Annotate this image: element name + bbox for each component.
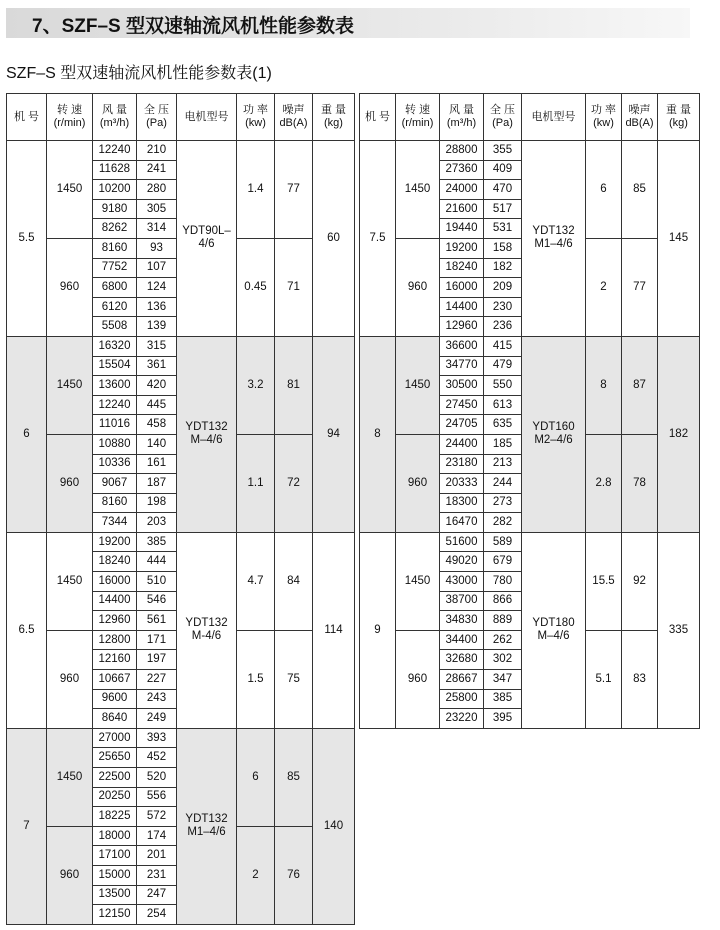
airflow-cell: 28800	[440, 141, 484, 161]
pressure-cell: 415	[484, 336, 522, 356]
power-cell: 2	[237, 826, 275, 924]
header-weight	[313, 94, 355, 141]
noise-cell: 78	[622, 434, 658, 532]
pressure-cell: 315	[137, 336, 177, 356]
header-model	[360, 94, 396, 141]
pressure-cell: 107	[137, 258, 177, 278]
pressure-cell: 174	[137, 826, 177, 846]
pressure-cell: 510	[137, 572, 177, 592]
header-label: 功 率	[590, 104, 617, 116]
airflow-cell: 34770	[440, 356, 484, 376]
speed-cell: 1450	[396, 141, 440, 239]
performance-table-right	[359, 93, 700, 729]
header-label: 噪声	[282, 104, 305, 116]
airflow-cell: 14400	[440, 297, 484, 317]
airflow-cell: 7344	[93, 513, 137, 533]
motor-model-line: M–4/6	[537, 630, 570, 643]
motor-model-cell	[177, 336, 237, 532]
airflow-cell: 12150	[93, 905, 137, 925]
airflow-cell: 10667	[93, 670, 137, 690]
noise-cell: 71	[275, 238, 313, 336]
header-speed	[47, 94, 93, 141]
pressure-cell: 244	[484, 474, 522, 494]
airflow-cell: 18240	[93, 552, 137, 572]
header-label: (kw)	[245, 117, 266, 129]
pressure-cell: 305	[137, 199, 177, 219]
header-weight	[658, 94, 700, 141]
header-label: (m³/h)	[446, 117, 477, 129]
header-motor	[177, 94, 237, 141]
pressure-cell: 249	[137, 709, 177, 729]
model-number-cell: 8	[360, 336, 396, 532]
header-label: (m³/h)	[99, 117, 130, 129]
pressure-cell: 210	[137, 141, 177, 161]
airflow-cell: 10880	[93, 434, 137, 454]
pressure-cell: 247	[137, 885, 177, 905]
header-label: (r/min)	[401, 117, 434, 129]
header-label: 转 速	[56, 104, 83, 116]
model-number-cell: 6.5	[7, 532, 47, 728]
pressure-cell: 280	[137, 180, 177, 200]
header-pressure	[137, 94, 177, 141]
airflow-cell: 8160	[93, 238, 137, 258]
noise-cell: 75	[275, 630, 313, 728]
table-header-row	[360, 94, 700, 141]
pressure-cell: 531	[484, 219, 522, 239]
pressure-cell: 158	[484, 238, 522, 258]
model-group-8	[360, 336, 700, 532]
header-motor	[522, 94, 586, 141]
airflow-cell: 8640	[93, 709, 137, 729]
table-row	[360, 532, 700, 552]
speed-cell: 1450	[396, 532, 440, 630]
power-cell: 1.4	[237, 141, 275, 239]
header-airflow	[440, 94, 484, 141]
power-cell: 0.45	[237, 238, 275, 336]
header-label: (kg)	[669, 117, 688, 129]
performance-table-left	[6, 93, 355, 925]
pressure-cell: 93	[137, 238, 177, 258]
airflow-cell: 12960	[93, 611, 137, 631]
pressure-cell: 136	[137, 297, 177, 317]
airflow-cell: 15000	[93, 865, 137, 885]
airflow-cell: 18240	[440, 258, 484, 278]
speed-cell: 960	[47, 238, 93, 336]
section-banner	[6, 8, 690, 38]
pressure-cell: 385	[137, 532, 177, 552]
pressure-cell: 613	[484, 395, 522, 415]
motor-model-cell	[522, 141, 586, 337]
power-cell: 6	[237, 728, 275, 826]
header-label: 风 量	[448, 104, 475, 116]
motor-model-cell	[177, 728, 237, 924]
airflow-cell: 9180	[93, 199, 137, 219]
airflow-cell: 8160	[93, 493, 137, 513]
header-label: 电机型号	[531, 110, 576, 123]
weight-cell: 335	[658, 532, 700, 728]
motor-model-line: YDT132	[185, 421, 228, 434]
speed-cell: 960	[396, 238, 440, 336]
header-model	[7, 94, 47, 141]
pressure-cell: 445	[137, 395, 177, 415]
pressure-cell: 161	[137, 454, 177, 474]
pressure-cell: 420	[137, 376, 177, 396]
power-cell: 6	[586, 141, 622, 239]
pressure-cell: 124	[137, 278, 177, 298]
airflow-cell: 43000	[440, 572, 484, 592]
airflow-cell: 19440	[440, 219, 484, 239]
airflow-cell: 27450	[440, 395, 484, 415]
pressure-cell: 780	[484, 572, 522, 592]
pressure-cell: 314	[137, 219, 177, 239]
airflow-cell: 16320	[93, 336, 137, 356]
header-label: 机 号	[364, 110, 391, 123]
airflow-cell: 12800	[93, 630, 137, 650]
model-group-7.5	[360, 141, 700, 337]
header-power	[586, 94, 622, 141]
pressure-cell: 395	[484, 709, 522, 729]
airflow-cell: 28667	[440, 670, 484, 690]
airflow-cell: 22500	[93, 768, 137, 788]
header-label: (Pa)	[146, 117, 167, 129]
weight-cell: 145	[658, 141, 700, 337]
pressure-cell: 140	[137, 434, 177, 454]
airflow-cell: 13500	[93, 885, 137, 905]
weight-cell: 114	[313, 532, 355, 728]
motor-model-line: YDT160	[532, 421, 575, 434]
pressure-cell: 139	[137, 317, 177, 337]
pressure-cell: 479	[484, 356, 522, 376]
header-label: 功 率	[242, 104, 269, 116]
model-number-cell: 6	[7, 336, 47, 532]
airflow-cell: 14400	[93, 591, 137, 611]
pressure-cell: 452	[137, 748, 177, 768]
motor-model-line: YDT132	[532, 225, 575, 238]
pressure-cell: 187	[137, 474, 177, 494]
noise-cell: 87	[622, 336, 658, 434]
airflow-cell: 23220	[440, 709, 484, 729]
pressure-cell: 182	[484, 258, 522, 278]
pressure-cell: 889	[484, 611, 522, 631]
speed-cell: 1450	[47, 728, 93, 826]
airflow-cell: 15504	[93, 356, 137, 376]
airflow-cell: 9067	[93, 474, 137, 494]
motor-model-line: YDT132	[185, 617, 228, 630]
airflow-cell: 38700	[440, 591, 484, 611]
table-row	[7, 336, 355, 356]
header-label: (Pa)	[492, 117, 513, 129]
airflow-cell: 9600	[93, 689, 137, 709]
airflow-cell: 19200	[93, 532, 137, 552]
power-cell: 15.5	[586, 532, 622, 630]
airflow-cell: 18300	[440, 493, 484, 513]
speed-cell: 1450	[47, 141, 93, 239]
airflow-cell: 11628	[93, 160, 137, 180]
pressure-cell: 444	[137, 552, 177, 572]
pressure-cell: 254	[137, 905, 177, 925]
motor-model-line: YDT180	[532, 617, 575, 630]
motor-model-cell	[177, 141, 237, 337]
airflow-cell: 34830	[440, 611, 484, 631]
header-label: (r/min)	[53, 117, 86, 129]
motor-model-cell	[522, 532, 586, 728]
header-label: 全 压	[489, 104, 516, 116]
power-cell: 5.1	[586, 630, 622, 728]
motor-model-line: YDT90L–	[182, 225, 231, 238]
pressure-cell: 236	[484, 317, 522, 337]
pressure-cell: 866	[484, 591, 522, 611]
motor-model-cell	[522, 336, 586, 532]
motor-model-line: 4/6	[198, 238, 215, 251]
model-number-cell: 7	[7, 728, 47, 924]
airflow-cell: 24705	[440, 415, 484, 435]
airflow-cell: 51600	[440, 532, 484, 552]
power-cell: 1.1	[237, 434, 275, 532]
header-label: (kw)	[593, 117, 614, 129]
pressure-cell: 409	[484, 160, 522, 180]
pressure-cell: 550	[484, 376, 522, 396]
header-label: (kg)	[324, 117, 343, 129]
pressure-cell: 209	[484, 278, 522, 298]
table-row	[360, 336, 700, 356]
pressure-cell: 227	[137, 670, 177, 690]
airflow-cell: 20333	[440, 474, 484, 494]
power-cell: 8	[586, 336, 622, 434]
pressure-cell: 355	[484, 141, 522, 161]
header-label: 噪声	[628, 104, 651, 116]
motor-model-line: M-4/6	[191, 630, 222, 643]
header-label: dB(A)	[279, 117, 308, 129]
speed-cell: 960	[396, 630, 440, 728]
motor-model-line: M1–4/6	[187, 826, 226, 839]
airflow-cell: 12240	[93, 395, 137, 415]
airflow-cell: 25800	[440, 689, 484, 709]
table-row	[360, 141, 700, 161]
airflow-cell: 10336	[93, 454, 137, 474]
airflow-cell: 7752	[93, 258, 137, 278]
airflow-cell: 6800	[93, 278, 137, 298]
header-label: 电机型号	[184, 110, 229, 123]
motor-model-line: M–4/6	[190, 434, 223, 447]
pressure-cell: 556	[137, 787, 177, 807]
pressure-cell: 470	[484, 180, 522, 200]
airflow-cell: 16000	[93, 572, 137, 592]
noise-cell: 76	[275, 826, 313, 924]
speed-cell: 1450	[396, 336, 440, 434]
airflow-cell: 8262	[93, 219, 137, 239]
model-group-9	[360, 532, 700, 728]
airflow-cell: 20250	[93, 787, 137, 807]
airflow-cell: 18225	[93, 807, 137, 827]
header-label: dB(A)	[625, 117, 654, 129]
pressure-cell: 517	[484, 199, 522, 219]
airflow-cell: 19200	[440, 238, 484, 258]
pressure-cell: 302	[484, 650, 522, 670]
weight-cell: 94	[313, 336, 355, 532]
header-noise	[275, 94, 313, 141]
power-cell: 2	[586, 238, 622, 336]
pressure-cell: 171	[137, 630, 177, 650]
pressure-cell: 282	[484, 513, 522, 533]
airflow-cell: 13600	[93, 376, 137, 396]
pressure-cell: 561	[137, 611, 177, 631]
airflow-cell: 11016	[93, 415, 137, 435]
airflow-cell: 49020	[440, 552, 484, 572]
pressure-cell: 635	[484, 415, 522, 435]
weight-cell: 140	[313, 728, 355, 924]
pressure-cell: 273	[484, 493, 522, 513]
airflow-cell: 27360	[440, 160, 484, 180]
speed-cell: 1450	[47, 336, 93, 434]
pressure-cell: 230	[484, 297, 522, 317]
header-label: 全 压	[143, 104, 170, 116]
pressure-cell: 203	[137, 513, 177, 533]
airflow-cell: 30500	[440, 376, 484, 396]
table-subtitle: SZF–S 型双速轴流风机性能参数表(1)	[6, 65, 272, 82]
header-power	[237, 94, 275, 141]
header-label: 转 速	[404, 104, 431, 116]
weight-cell: 60	[313, 141, 355, 337]
airflow-cell: 21600	[440, 199, 484, 219]
model-number-cell: 5.5	[7, 141, 47, 337]
airflow-cell: 24000	[440, 180, 484, 200]
airflow-cell: 16000	[440, 278, 484, 298]
pressure-cell: 241	[137, 160, 177, 180]
airflow-cell: 23180	[440, 454, 484, 474]
noise-cell: 72	[275, 434, 313, 532]
table-header-row	[7, 94, 355, 141]
pressure-cell: 520	[137, 768, 177, 788]
noise-cell: 77	[622, 238, 658, 336]
header-label: 重 量	[665, 104, 692, 116]
power-cell: 3.2	[237, 336, 275, 434]
table-row	[7, 728, 355, 748]
pressure-cell: 213	[484, 454, 522, 474]
pressure-cell: 198	[137, 493, 177, 513]
airflow-cell: 16470	[440, 513, 484, 533]
airflow-cell: 12160	[93, 650, 137, 670]
header-label: 重 量	[320, 104, 347, 116]
header-noise	[622, 94, 658, 141]
noise-cell: 81	[275, 336, 313, 434]
airflow-cell: 32680	[440, 650, 484, 670]
model-group-7	[7, 728, 355, 924]
model-number-cell: 7.5	[360, 141, 396, 337]
motor-model-line: YDT132	[185, 813, 228, 826]
speed-cell: 1450	[47, 532, 93, 630]
header-pressure	[484, 94, 522, 141]
pressure-cell: 347	[484, 670, 522, 690]
pressure-cell: 393	[137, 728, 177, 748]
header-speed	[396, 94, 440, 141]
model-group-6.5	[7, 532, 355, 728]
pressure-cell: 572	[137, 807, 177, 827]
table-row	[7, 532, 355, 552]
header-label: 机 号	[13, 110, 40, 123]
motor-model-line: M2–4/6	[534, 434, 573, 447]
pressure-cell: 385	[484, 689, 522, 709]
airflow-cell: 6120	[93, 297, 137, 317]
airflow-cell: 17100	[93, 846, 137, 866]
motor-model-cell	[177, 532, 237, 728]
speed-cell: 960	[47, 434, 93, 532]
speed-cell: 960	[47, 826, 93, 924]
model-group-5.5	[7, 141, 355, 337]
airflow-cell: 12240	[93, 141, 137, 161]
noise-cell: 85	[275, 728, 313, 826]
airflow-cell: 24400	[440, 434, 484, 454]
pressure-cell: 679	[484, 552, 522, 572]
pressure-cell: 361	[137, 356, 177, 376]
pressure-cell: 185	[484, 434, 522, 454]
weight-cell: 182	[658, 336, 700, 532]
noise-cell: 85	[622, 141, 658, 239]
pressure-cell: 589	[484, 532, 522, 552]
airflow-cell: 12960	[440, 317, 484, 337]
airflow-cell: 5508	[93, 317, 137, 337]
power-cell: 1.5	[237, 630, 275, 728]
airflow-cell: 10200	[93, 180, 137, 200]
speed-cell: 960	[396, 434, 440, 532]
model-number-cell: 9	[360, 532, 396, 728]
power-cell: 4.7	[237, 532, 275, 630]
pressure-cell: 197	[137, 650, 177, 670]
noise-cell: 92	[622, 532, 658, 630]
motor-model-line: M1–4/6	[534, 238, 573, 251]
section-heading: 7、SZF–S 型双速轴流风机性能参数表	[32, 16, 354, 37]
airflow-cell: 27000	[93, 728, 137, 748]
header-label: 风 量	[101, 104, 128, 116]
pressure-cell: 262	[484, 630, 522, 650]
noise-cell: 83	[622, 630, 658, 728]
pressure-cell: 231	[137, 865, 177, 885]
noise-cell: 77	[275, 141, 313, 239]
model-group-6	[7, 336, 355, 532]
pressure-cell: 201	[137, 846, 177, 866]
noise-cell: 84	[275, 532, 313, 630]
pressure-cell: 546	[137, 591, 177, 611]
pressure-cell: 458	[137, 415, 177, 435]
table-row	[7, 141, 355, 161]
airflow-cell: 36600	[440, 336, 484, 356]
speed-cell: 960	[47, 630, 93, 728]
airflow-cell: 18000	[93, 826, 137, 846]
header-airflow	[93, 94, 137, 141]
pressure-cell: 243	[137, 689, 177, 709]
airflow-cell: 25650	[93, 748, 137, 768]
power-cell: 2.8	[586, 434, 622, 532]
airflow-cell: 34400	[440, 630, 484, 650]
